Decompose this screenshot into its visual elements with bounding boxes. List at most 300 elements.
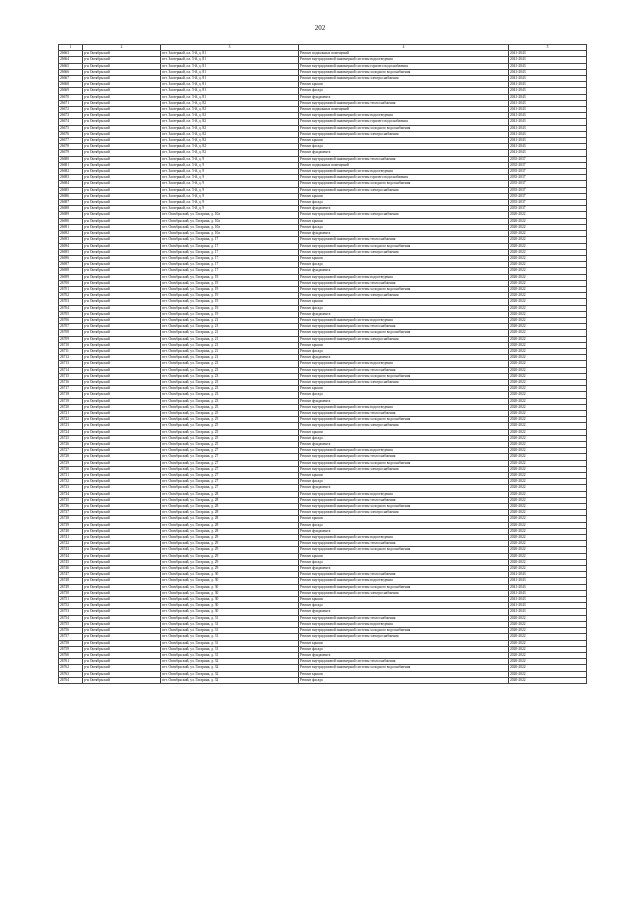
table-cell: 26752 — [59, 603, 83, 609]
table-cell: пгт. Октябрьский, ул. Гагарина, д. 17 — [161, 249, 299, 255]
table-cell: р-н Октябрьский — [83, 485, 161, 491]
table-cell: 26707 — [59, 324, 83, 330]
table-cell: пгт. Заозерный, пл. 5-й, д. 81 — [161, 51, 299, 57]
table-cell: 2041-2043 — [509, 125, 587, 131]
table-cell: 26754 — [59, 615, 83, 621]
table-cell: пгт. Октябрьский, ул. Гагарина, д. 19 — [161, 274, 299, 280]
table-cell: Ремонт крыши — [299, 299, 509, 305]
table-cell: пгт. Октябрьский, ул. Гагарина, д. 21 — [161, 348, 299, 354]
table-cell: р-н Октябрьский — [83, 94, 161, 100]
table-cell: р-н Октябрьский — [83, 144, 161, 150]
table-cell: Ремонт фасада — [299, 200, 509, 206]
table-cell: р-н Октябрьский — [83, 200, 161, 206]
table-cell: пгт. Октябрьский, ул. Гагарина, д. 19 — [161, 280, 299, 286]
table-cell: р-н Октябрьский — [83, 516, 161, 522]
table-cell: р-н Октябрьский — [83, 379, 161, 385]
table-cell: Ремонт внутридомовой инженерной системы электроснабжения — [299, 131, 509, 137]
table-cell: пгт. Октябрьский, ул. Гагарина, д. 27 — [161, 448, 299, 454]
table-cell: 2041-2043 — [509, 609, 587, 615]
table-cell: р-н Октябрьский — [83, 255, 161, 261]
table-cell: пгт. Заозерный, пл. 5-й, д. 9 — [161, 200, 299, 206]
table-cell: 2020-2022 — [509, 497, 587, 503]
table-cell: 26728 — [59, 454, 83, 460]
table-cell: пгт. Октябрьский, ул. Гагарина, д. 25 — [161, 410, 299, 416]
table-cell: пгт. Октябрьский, ул. Гагарина, д. 31 — [161, 646, 299, 652]
table-cell: Ремонт фундамента — [299, 355, 509, 361]
table-cell: р-н Октябрьский — [83, 398, 161, 404]
table-cell: пгт. Октябрьский, ул. Гагарина, д. 28 — [161, 510, 299, 516]
table-cell: Ремонт внутридомовой инженерной системы водоотведения — [299, 448, 509, 454]
table-cell: р-н Октябрьский — [83, 621, 161, 627]
table-cell: Ремонт внутридомовой инженерной системы электроснабжения — [299, 249, 509, 255]
table-cell: Ремонт фасада — [299, 677, 509, 683]
table-cell: пгт. Октябрьский, ул. Гагарина, д. 17 — [161, 268, 299, 274]
table-cell: 26700 — [59, 280, 83, 286]
table-cell: Ремонт крыши — [299, 553, 509, 559]
table-cell: 26759 — [59, 646, 83, 652]
table-cell: 2041-2043 — [509, 590, 587, 596]
table-cell: Ремонт фундамента — [299, 652, 509, 658]
table-cell: 2020-2022 — [509, 516, 587, 522]
table-cell: р-н Октябрьский — [83, 671, 161, 677]
table-cell: пгт. Октябрьский, ул. Гагарина, д. 23 — [161, 379, 299, 385]
table-cell: пгт. Октябрьский, ул. Гагарина, д. 19 — [161, 305, 299, 311]
table-cell: 26731 — [59, 473, 83, 479]
table-cell: 2041-2043 — [509, 100, 587, 106]
table-cell: 26694 — [59, 243, 83, 249]
table-cell: 26732 — [59, 479, 83, 485]
table-cell: р-н Октябрьский — [83, 125, 161, 131]
table-cell: р-н Октябрьский — [83, 150, 161, 156]
table-cell: 26748 — [59, 578, 83, 584]
table-cell: 2020-2022 — [509, 262, 587, 268]
table-cell: 26706 — [59, 317, 83, 323]
table-cell: пгт. Октябрьский, ул. Гагарина, д. 17 — [161, 262, 299, 268]
table-cell: пгт. Октябрьский, ул. Гагарина, д. 27 — [161, 466, 299, 472]
table-cell: Ремонт внутридомовой инженерной системы теплоснабжения — [299, 659, 509, 665]
table-cell: 2020-2022 — [509, 652, 587, 658]
table-cell: 2020-2022 — [509, 454, 587, 460]
page-number: 202 — [314, 24, 326, 32]
table-cell: пгт. Заозерный, пл. 5-й, д. 82 — [161, 100, 299, 106]
table-cell: р-н Октябрьский — [83, 131, 161, 137]
table-cell: 26680 — [59, 156, 83, 162]
table-cell: пгт. Октябрьский, ул. Гагарина, д. 19 — [161, 299, 299, 305]
table-cell: Ремонт фундамента — [299, 485, 509, 491]
table-cell: р-н Октябрьский — [83, 404, 161, 410]
table-cell: 26691 — [59, 224, 83, 230]
table-cell: 2041-2043 — [509, 94, 587, 100]
table-cell: пгт. Октябрьский, ул. Гагарина, д. 23 — [161, 392, 299, 398]
table-cell: 2020-2022 — [509, 491, 587, 497]
table-cell: 2020-2022 — [509, 535, 587, 541]
table-cell: р-н Октябрьский — [83, 237, 161, 243]
table-cell: Ремонт внутридомовой инженерной системы водоотведения — [299, 113, 509, 119]
table-cell: Ремонт внутридомовой инженерной системы теплоснабжения — [299, 541, 509, 547]
table-cell: Ремонт внутридомовой инженерной системы холодного водоснабжения — [299, 628, 509, 634]
table-cell: 2020-2022 — [509, 317, 587, 323]
table-cell: пгт. Октябрьский, ул. Гагарина, д. 25 — [161, 429, 299, 435]
table-cell: Ремонт фасада — [299, 224, 509, 230]
table-cell: 2041-2043 — [509, 51, 587, 57]
table-cell: р-н Октябрьский — [83, 429, 161, 435]
table-cell: р-н Октябрьский — [83, 280, 161, 286]
table-cell: Ремонт внутридомовой инженерной системы электроснабжения — [299, 379, 509, 385]
table-cell: р-н Октябрьский — [83, 566, 161, 572]
table-cell: р-н Октябрьский — [83, 274, 161, 280]
table-cell: Ремонт крыши — [299, 671, 509, 677]
table-cell: 26729 — [59, 460, 83, 466]
table-cell: р-н Октябрьский — [83, 107, 161, 113]
table-cell: Ремонт внутридомовой инженерной системы теплоснабжения — [299, 367, 509, 373]
table-cell: р-н Октябрьский — [83, 138, 161, 144]
table-cell: р-н Октябрьский — [83, 330, 161, 336]
column-header: 2 — [83, 45, 161, 51]
table-cell: р-н Октябрьский — [83, 367, 161, 373]
table-cell: 26666 — [59, 69, 83, 75]
table-cell: Ремонт внутридомовой инженерной системы холодного водоснабжения — [299, 125, 509, 131]
table-cell: пгт. Октябрьский, ул. Гагарина, д. 29 — [161, 535, 299, 541]
table-cell: 2020-2022 — [509, 423, 587, 429]
table-cell: р-н Октябрьский — [83, 423, 161, 429]
table-cell: р-н Октябрьский — [83, 373, 161, 379]
column-header: 5 — [509, 45, 587, 51]
table-cell: р-н Октябрьский — [83, 193, 161, 199]
table-cell: р-н Октябрьский — [83, 175, 161, 181]
table-cell: 26667 — [59, 76, 83, 82]
table-cell: 2020-2022 — [509, 522, 587, 528]
table-cell: Ремонт фундамента — [299, 206, 509, 212]
table-cell: Ремонт внутридомовой инженерной системы электроснабжения — [299, 293, 509, 299]
table-cell: Ремонт крыши — [299, 82, 509, 88]
table-cell: р-н Октябрьский — [83, 665, 161, 671]
table-cell: р-н Октябрьский — [83, 590, 161, 596]
table-cell: Ремонт внутридомовой инженерной системы теплоснабжения — [299, 572, 509, 578]
table-cell: р-н Октябрьский — [83, 652, 161, 658]
table-cell: пгт. Октябрьский, ул. Гагарина, д. 21 — [161, 330, 299, 336]
table-cell: 2020-2022 — [509, 621, 587, 627]
table-cell: 26718 — [59, 392, 83, 398]
table-cell: Ремонт крыши — [299, 516, 509, 522]
table-cell: 26702 — [59, 293, 83, 299]
table-cell: р-н Октябрьский — [83, 218, 161, 224]
table-cell: р-н Октябрьский — [83, 603, 161, 609]
table-cell: пгт. Заозерный, пл. 5-й, д. 82 — [161, 113, 299, 119]
table-cell: пгт. Октябрьский, ул. Гагарина, д. 30 — [161, 603, 299, 609]
table-cell: 2020-2022 — [509, 305, 587, 311]
table-cell: 26698 — [59, 268, 83, 274]
table-cell: 2035-2037 — [509, 162, 587, 168]
table-cell: Ремонт внутридомовой инженерной системы электроснабжения — [299, 423, 509, 429]
table-cell: 2041-2043 — [509, 57, 587, 63]
table-cell: пгт. Заозерный, пл. 5-й, д. 9 — [161, 156, 299, 162]
table-cell: 26673 — [59, 113, 83, 119]
table-cell: пгт. Октябрьский, ул. Гагарина, д. 27 — [161, 479, 299, 485]
table-cell: 2041-2043 — [509, 88, 587, 94]
table-cell: 26745 — [59, 559, 83, 565]
table-cell: Ремонт фасада — [299, 348, 509, 354]
table-cell: пгт. Октябрьский, ул. Гагарина, д. 31 — [161, 652, 299, 658]
table-cell: Ремонт внутридомовой инженерной системы теплоснабжения — [299, 237, 509, 243]
table-cell: р-н Октябрьский — [83, 88, 161, 94]
table-cell: пгт. Заозерный, пл. 5-й, д. 9 — [161, 169, 299, 175]
table-cell: пгт. Заозерный, пл. 5-й, д. 81 — [161, 82, 299, 88]
table-cell: пгт. Заозерный, пл. 5-й, д. 9 — [161, 175, 299, 181]
table-cell: 2035-2037 — [509, 187, 587, 193]
table-cell: Ремонт фасада — [299, 522, 509, 528]
table-cell: Ремонт внутридомовой инженерной системы водоотведения — [299, 57, 509, 63]
table-cell: Ремонт внутридомовой инженерной системы холодного водоснабжения — [299, 373, 509, 379]
table-cell: пгт. Октябрьский, ул. Гагарина, д. 30 — [161, 578, 299, 584]
table-cell: 2020-2022 — [509, 392, 587, 398]
table-cell: 2020-2022 — [509, 342, 587, 348]
table-cell: пгт. Октябрьский, ул. Гагарина, д. 10а — [161, 231, 299, 237]
table-cell: 26670 — [59, 94, 83, 100]
table-cell: Ремонт крыши — [299, 255, 509, 261]
table-cell: Ремонт фасада — [299, 603, 509, 609]
table-cell: р-н Октябрьский — [83, 57, 161, 63]
table-cell: 26760 — [59, 652, 83, 658]
table-cell: пгт. Октябрьский, ул. Гагарина, д. 27 — [161, 473, 299, 479]
table-cell: пгт. Заозерный, пл. 5-й, д. 9 — [161, 206, 299, 212]
table-cell: р-н Октябрьский — [83, 572, 161, 578]
table-cell: Ремонт фасада — [299, 559, 509, 565]
table-cell: пгт. Октябрьский, ул. Гагарина, д. 25 — [161, 442, 299, 448]
table-cell: пгт. Октябрьский, ул. Гагарина, д. 30 — [161, 597, 299, 603]
table-cell: р-н Октябрьский — [83, 100, 161, 106]
table-cell: пгт. Октябрьский, ул. Гагарина, д. 27 — [161, 460, 299, 466]
table-cell: р-н Октябрьский — [83, 293, 161, 299]
table-cell: пгт. Октябрьский, ул. Гагарина, д. 25 — [161, 435, 299, 441]
table-cell: 2035-2037 — [509, 181, 587, 187]
table-cell: р-н Октябрьский — [83, 659, 161, 665]
table-cell: 2020-2022 — [509, 417, 587, 423]
table-cell: р-н Октябрьский — [83, 268, 161, 274]
table-cell: Ремонт внутридомовой инженерной системы электроснабжения — [299, 212, 509, 218]
table-cell: 2020-2022 — [509, 249, 587, 255]
table-cell: 26695 — [59, 249, 83, 255]
table-cell: 2020-2022 — [509, 330, 587, 336]
column-header: 1 — [59, 45, 83, 51]
table-cell: 2035-2037 — [509, 193, 587, 199]
table-cell: 26733 — [59, 485, 83, 491]
table-cell: 2020-2022 — [509, 671, 587, 677]
table-cell: 26736 — [59, 504, 83, 510]
table-cell: 26713 — [59, 361, 83, 367]
table-cell: 2041-2043 — [509, 597, 587, 603]
table-cell: 26674 — [59, 119, 83, 125]
table-cell: 2020-2022 — [509, 677, 587, 683]
table-cell: 26682 — [59, 169, 83, 175]
table-cell: р-н Октябрьский — [83, 169, 161, 175]
table-cell: пгт. Октябрьский, ул. Гагарина, д. 31 — [161, 640, 299, 646]
table-cell: 2020-2022 — [509, 541, 587, 547]
table-cell: пгт. Октябрьский, ул. Гагарина, д. 32 — [161, 671, 299, 677]
table-cell: Ремонт внутридомовой инженерной системы водоотведения — [299, 169, 509, 175]
table-cell: Ремонт фасада — [299, 144, 509, 150]
table-cell: Ремонт крыши — [299, 138, 509, 144]
table-cell: р-н Октябрьский — [83, 584, 161, 590]
table-cell: 26717 — [59, 386, 83, 392]
table-cell: 26738 — [59, 516, 83, 522]
table-cell: 2035-2037 — [509, 200, 587, 206]
table-cell: р-н Октябрьский — [83, 156, 161, 162]
table-cell: 26672 — [59, 107, 83, 113]
table-cell: 2020-2022 — [509, 473, 587, 479]
table-cell: р-н Октябрьский — [83, 317, 161, 323]
table-cell: р-н Октябрьский — [83, 262, 161, 268]
table-cell: пгт. Октябрьский, ул. Гагарина, д. 23 — [161, 373, 299, 379]
table-cell: 2020-2022 — [509, 280, 587, 286]
table-cell: пгт. Заозерный, пл. 5-й, д. 9 — [161, 162, 299, 168]
table-cell: 2020-2022 — [509, 547, 587, 553]
table-cell: р-н Октябрьский — [83, 342, 161, 348]
table-cell: 26719 — [59, 398, 83, 404]
table-cell: р-н Октябрьский — [83, 547, 161, 553]
table-cell: р-н Октябрьский — [83, 286, 161, 292]
table-cell: Ремонт фундамента — [299, 528, 509, 534]
table-cell: пгт. Октябрьский, ул. Гагарина, д. 19 — [161, 293, 299, 299]
table-cell: 26712 — [59, 355, 83, 361]
table-cell: р-н Октябрьский — [83, 76, 161, 82]
table-cell: Ремонт внутридомовой инженерной системы водоотведения — [299, 317, 509, 323]
table-cell: пгт. Октябрьский, ул. Гагарина, д. 31 — [161, 634, 299, 640]
table-cell: 26743 — [59, 547, 83, 553]
table-cell: р-н Октябрьский — [83, 311, 161, 317]
table-cell: 26722 — [59, 417, 83, 423]
table-cell: Ремонт внутридомовой инженерной системы электроснабжения — [299, 336, 509, 342]
table-cell: р-н Октябрьский — [83, 460, 161, 466]
table-cell: пгт. Октябрьский, ул. Гагарина, д. 29 — [161, 559, 299, 565]
table-cell: 2020-2022 — [509, 528, 587, 534]
table-cell: Ремонт внутридомовой инженерной системы теплоснабжения — [299, 454, 509, 460]
table-cell: 26665 — [59, 63, 83, 69]
table-cell: 26686 — [59, 193, 83, 199]
table-cell: 2020-2022 — [509, 553, 587, 559]
table-cell: 2041-2043 — [509, 131, 587, 137]
table-cell: 2020-2022 — [509, 566, 587, 572]
table-cell: 26687 — [59, 200, 83, 206]
table-cell: 2020-2022 — [509, 429, 587, 435]
table-cell: Ремонт фасада — [299, 305, 509, 311]
table-cell: 2020-2022 — [509, 448, 587, 454]
table-cell: 26697 — [59, 262, 83, 268]
table-cell: 26737 — [59, 510, 83, 516]
table-cell: пгт. Октябрьский, ул. Гагарина, д. 23 — [161, 398, 299, 404]
table-cell: Ремонт крыши — [299, 473, 509, 479]
table-cell: р-н Октябрьский — [83, 640, 161, 646]
table-cell: Ремонт фундамента — [299, 268, 509, 274]
table-cell: пгт. Заозерный, пл. 5-й, д. 82 — [161, 150, 299, 156]
table-cell: пгт. Октябрьский, ул. Гагарина, д. 27 — [161, 454, 299, 460]
table-cell: р-н Октябрьский — [83, 231, 161, 237]
table-cell: р-н Октябрьский — [83, 181, 161, 187]
table-cell: 26708 — [59, 330, 83, 336]
table-cell: пгт. Октябрьский, ул. Гагарина, д. 23 — [161, 367, 299, 373]
table-cell: 2020-2022 — [509, 398, 587, 404]
table-cell: р-н Октябрьский — [83, 578, 161, 584]
table-cell: 2041-2043 — [509, 138, 587, 144]
table-cell: 2020-2022 — [509, 646, 587, 652]
table-cell: р-н Октябрьский — [83, 249, 161, 255]
table-cell: пгт. Октябрьский, ул. Гагарина, д. 32 — [161, 677, 299, 683]
table-cell: Ремонт фундамента — [299, 150, 509, 156]
table-cell: пгт. Октябрьский, ул. Гагарина, д. 28 — [161, 522, 299, 528]
table-cell: 26714 — [59, 367, 83, 373]
repair-schedule-table — [58, 44, 587, 684]
table-cell: пгт. Октябрьский, ул. Гагарина, д. 28 — [161, 516, 299, 522]
table-cell: 26756 — [59, 628, 83, 634]
table-cell: 26676 — [59, 131, 83, 137]
table-cell: 2020-2022 — [509, 665, 587, 671]
table-cell: Ремонт внутридомовой инженерной системы холодного водоснабжения — [299, 69, 509, 75]
table-cell: 26663 — [59, 51, 83, 57]
table-cell: пгт. Октябрьский, ул. Гагарина, д. 10а — [161, 212, 299, 218]
table-cell: 2020-2022 — [509, 367, 587, 373]
table-cell: пгт. Заозерный, пл. 5-й, д. 81 — [161, 63, 299, 69]
table-cell: р-н Октябрьский — [83, 435, 161, 441]
table-cell: Ремонт внутридомовой инженерной системы теплоснабжения — [299, 497, 509, 503]
table-cell: р-н Октябрьский — [83, 466, 161, 472]
table-cell: р-н Октябрьский — [83, 336, 161, 342]
table-cell: 26720 — [59, 404, 83, 410]
table-cell: 2020-2022 — [509, 504, 587, 510]
table-cell: пгт. Октябрьский, ул. Гагарина, д. 23 — [161, 361, 299, 367]
table-cell: 26725 — [59, 435, 83, 441]
table-cell: Ремонт крыши — [299, 342, 509, 348]
table-cell: 26734 — [59, 491, 83, 497]
table-cell: р-н Октябрьский — [83, 212, 161, 218]
table-cell: р-н Октябрьский — [83, 442, 161, 448]
table-cell: Ремонт фасада — [299, 646, 509, 652]
table-cell: 2035-2037 — [509, 156, 587, 162]
table-cell: Ремонт внутридомовой инженерной системы водоотведения — [299, 274, 509, 280]
table-cell: Ремонт фундамента — [299, 566, 509, 572]
table-cell: пгт. Октябрьский, ул. Гагарина, д. 21 — [161, 324, 299, 330]
table-cell: Ремонт внутридомовой инженерной системы теплоснабжения — [299, 324, 509, 330]
table-cell: пгт. Октябрьский, ул. Гагарина, д. 21 — [161, 355, 299, 361]
table-cell: р-н Октябрьский — [83, 541, 161, 547]
table-cell: пгт. Заозерный, пл. 5-й, д. 81 — [161, 94, 299, 100]
table-cell: пгт. Заозерный, пл. 5-й, д. 82 — [161, 144, 299, 150]
table-cell: Ремонт фасада — [299, 479, 509, 485]
table-cell: 26688 — [59, 206, 83, 212]
table-cell: 26678 — [59, 144, 83, 150]
table-cell: 26669 — [59, 88, 83, 94]
table-cell: 2020-2022 — [509, 218, 587, 224]
table-cell: р-н Октябрьский — [83, 305, 161, 311]
table-cell: 26671 — [59, 100, 83, 106]
table-cell: пгт. Октябрьский, ул. Гагарина, д. 25 — [161, 423, 299, 429]
table-cell: 2035-2037 — [509, 175, 587, 181]
table-cell: Ремонт внутридомовой инженерной системы горячего водоснабжения — [299, 175, 509, 181]
table-cell: 26747 — [59, 572, 83, 578]
column-header: 4 — [299, 45, 509, 51]
table-cell: Ремонт внутридомовой инженерной системы теплоснабжения — [299, 100, 509, 106]
table-cell: 2020-2022 — [509, 559, 587, 565]
table-cell: 26675 — [59, 125, 83, 131]
table-cell: 26751 — [59, 597, 83, 603]
table-cell: р-н Октябрьский — [83, 162, 161, 168]
table-cell: р-н Октябрьский — [83, 609, 161, 615]
table-body — [59, 51, 587, 684]
table-cell: Ремонт фасада — [299, 435, 509, 441]
table-cell: Ремонт фундамента — [299, 398, 509, 404]
table-cell: 26679 — [59, 150, 83, 156]
table-cell: Ремонт фасада — [299, 392, 509, 398]
table-cell: 2020-2022 — [509, 348, 587, 354]
table-cell: р-н Октябрьский — [83, 224, 161, 230]
